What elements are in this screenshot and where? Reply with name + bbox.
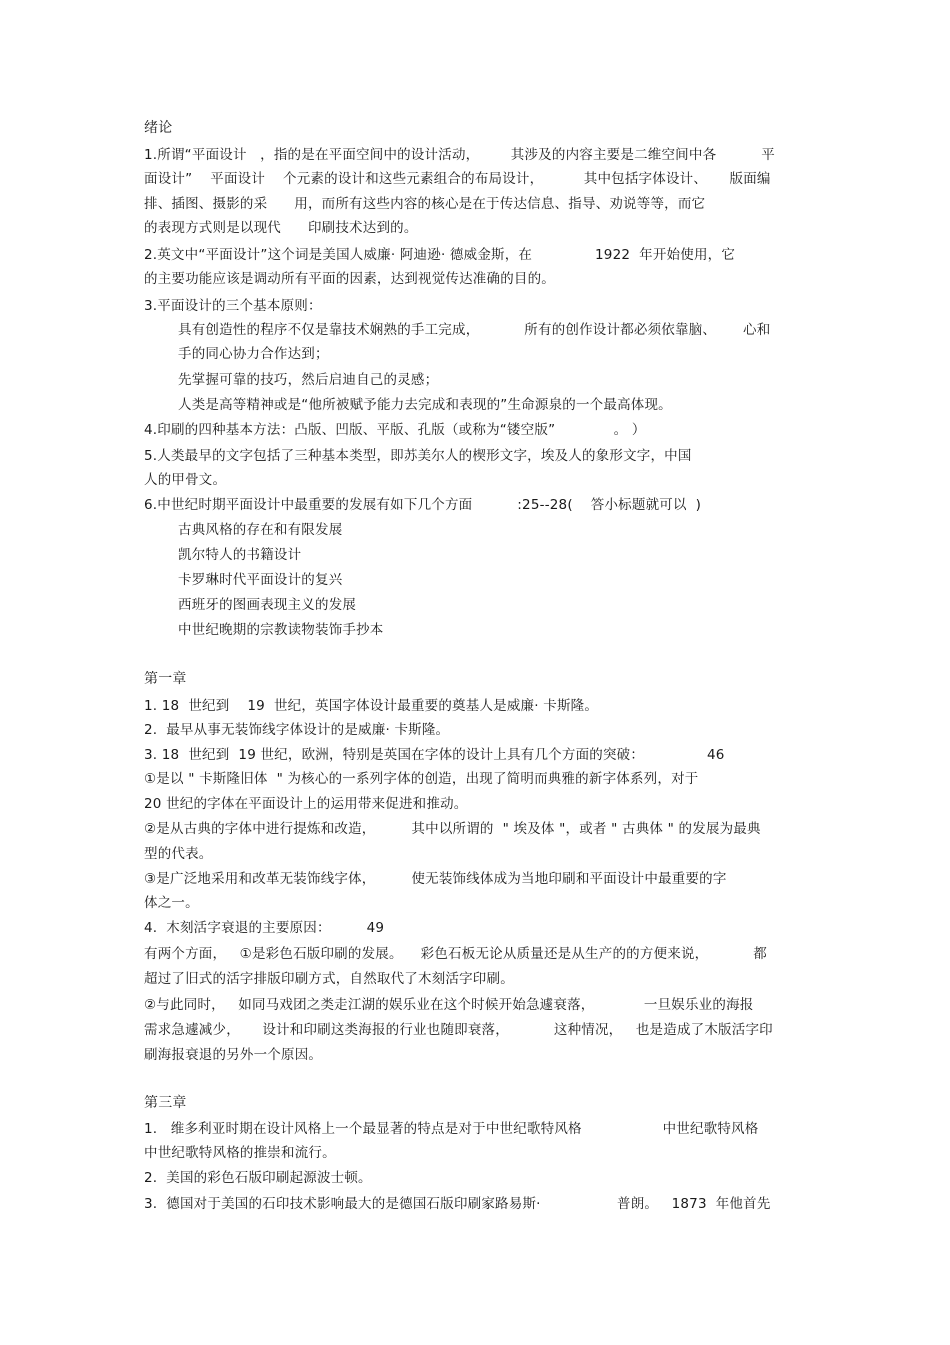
text-line: 排、插图、摄影的采 用，而所有这些内容的核心是在于传达信息、指导、劝说等等，而它	[144, 196, 706, 212]
text-line: 1. 18 世纪到 19 世纪，英国字体设计最重要的奠基人是威廉· 卡斯隆。	[144, 698, 599, 714]
list-item: 西班牙的图画表现主义的发展	[178, 597, 357, 613]
text-line: 20 世纪的字体在平面设计上的运用带来促进和推动。	[144, 796, 468, 812]
text-line: ③是广泛地采用和改革无装饰线字体， 使无装饰线体成为当地印刷和平面设计中最重要的字	[144, 871, 727, 887]
text-line: 需求急遽减少， 设计和印刷这类海报的行业也随即衰落， 这种情况， 也是造成了木版活字印	[144, 1022, 773, 1038]
list-item: 中世纪晚期的宗教读物装饰手抄本	[178, 622, 384, 638]
text-line: 2.英文中“平面设计”这个词是美国人威廉· 阿迪逊· 德威金斯，在 1922 年开始使用，它	[144, 247, 736, 263]
list-item: 卡罗琳时代平面设计的复兴	[178, 572, 343, 588]
text-line: 体之一。	[144, 895, 199, 911]
text-line: 4. 木刻活字衰退的主要原因： 49	[144, 920, 385, 936]
text-line: 3. 18 世纪到 19 世纪，欧洲，特别是英国在字体的设计上具有几个方面的突破： 46	[144, 747, 725, 763]
text-line: ②与此同时， 如同马戏团之类走江湖的娱乐业在这个时候开始急遽衰落， 一旦娱乐业的海报	[144, 997, 754, 1013]
text-line: 具有创造性的程序不仅是靠技术娴熟的手工完成， 所有的创作设计都必须依靠脑、 心和	[178, 322, 771, 338]
text-line: 3.平面设计的三个基本原则：	[144, 298, 322, 314]
text-line: 1.所谓“平面设计 ，指的是在平面空间中的设计活动， 其涉及的内容主要是二维空间中各 平	[144, 147, 775, 163]
text-line: 1. 维多利亚时期在设计风格上一个最显著的特点是对于中世纪歌特风格 中世纪歌特风格	[144, 1121, 759, 1137]
text-line: 2. 美国的彩色石版印刷起源波士顿。	[144, 1170, 372, 1186]
text-line: 刷海报衰退的另外一个原因。	[144, 1047, 323, 1063]
text-line: 超过了旧式的活字排版印刷方式，自然取代了木刻活字印刷。	[144, 971, 514, 987]
section-heading-intro: 绪论	[144, 120, 173, 136]
text-line: 3. 德国对于美国的石印技术影响最大的是德国石版印刷家路易斯· 普朗。 1873 年他首先	[144, 1196, 771, 1212]
text-line: 4.印刷的四种基本方法：凸版、凹版、平版、孔版（或称为“镂空版” 。 ）	[144, 422, 646, 438]
text-line: 中世纪歌特风格的推崇和流行。	[144, 1145, 336, 1161]
text-line: ①是以 " 卡斯隆旧体 " 为核心的一系列字体的创造，出现了简明而典雅的新字体系列，对于	[144, 771, 699, 787]
text-line: 的表现方式则是以现代 印刷技术达到的。	[144, 220, 418, 236]
text-line: 人的甲骨文。	[144, 472, 227, 488]
text-line: 先掌握可靠的技巧，然后启迪自己的灵感；	[178, 372, 439, 388]
list-item: 凯尔特人的书籍设计	[178, 547, 302, 563]
text-line: 2. 最早从事无装饰线字体设计的是威廉· 卡斯隆。	[144, 722, 450, 738]
text-line: 人类是高等精神或是“他所被赋予能力去完成和表现的”生命源泉的一个最高体现。	[178, 397, 672, 413]
section-heading-chapter1: 第一章	[144, 671, 187, 687]
list-item: 古典风格的存在和有限发展	[178, 522, 343, 538]
text-line: 面设计” 平面设计 个元素的设计和这些元素组合的布局设计， 其中包括字体设计、 版面编	[144, 171, 771, 187]
text-line: 有两个方面， ①是彩色石版印刷的发展。 彩色石板无论从质量还是从生产的的方便来说， 都	[144, 946, 767, 962]
section-heading-chapter3: 第三章	[144, 1095, 187, 1111]
text-line: ②是从古典的字体中进行提炼和改造， 其中以所谓的 " 埃及体 "，或者 " 古典体 " 的发展为最典	[144, 821, 761, 837]
text-line: 5.人类最早的文字包括了三种基本类型，即苏美尔人的楔形文字，埃及人的象形文字，中国	[144, 448, 692, 464]
text-line: 型的代表。	[144, 846, 213, 862]
text-line: 6.中世纪时期平面设计中最重要的发展有如下几个方面 :25--28( 答小标题就可以 )	[144, 497, 702, 513]
text-line: 手的同心协力合作达到；	[178, 346, 329, 362]
text-line: 的主要功能应该是调动所有平面的因素，达到视觉传达准确的目的。	[144, 271, 555, 287]
